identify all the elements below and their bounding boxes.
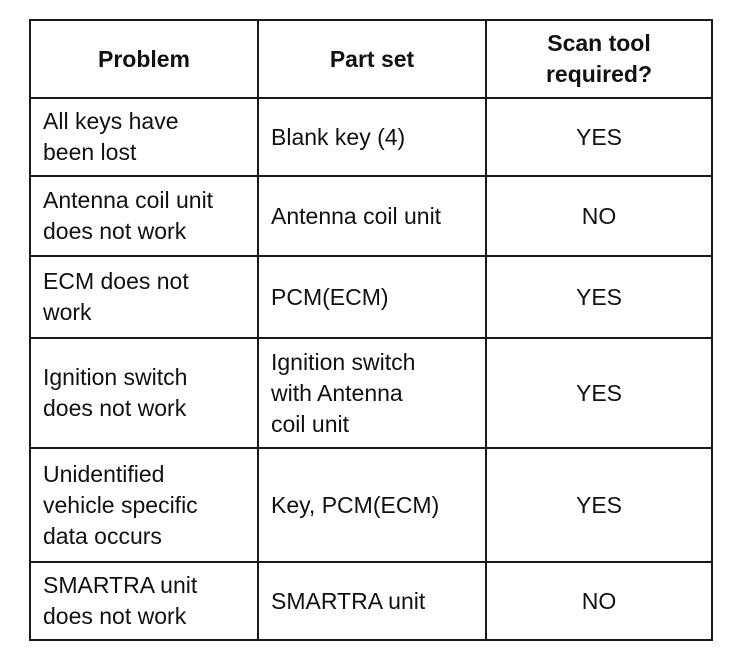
part-set-cell: SMARTRA unit [258,562,486,640]
table-row [30,176,712,256]
scan-tool-cell: YES [486,98,712,176]
table-row [30,562,712,640]
part-set-cell: Ignition switch with Antenna coil unit [258,338,486,448]
table-row [30,448,712,562]
scan-tool-cell: NO [486,562,712,640]
problem-cell: All keys have been lost [30,98,258,176]
scan-tool-cell: YES [486,256,712,338]
table-row [30,338,712,448]
header-scan-tool-required: Scan tool required? [486,20,712,98]
problem-cell: Unidentified vehicle specific data occurs [30,448,258,562]
scan-tool-cell: YES [486,338,712,448]
part-set-cell: Antenna coil unit [258,176,486,256]
scan-tool-cell: NO [486,176,712,256]
scan-tool-cell: YES [486,448,712,562]
part-set-cell: PCM(ECM) [258,256,486,338]
header-part-set: Part set [258,20,486,98]
part-set-cell: Key, PCM(ECM) [258,448,486,562]
problem-cell: ECM does not work [30,256,258,338]
problem-cell: SMARTRA unit does not work [30,562,258,640]
problem-cell: Antenna coil unit does not work [30,176,258,256]
table-header-row [30,20,712,98]
part-set-cell: Blank key (4) [258,98,486,176]
table-row [30,98,712,176]
table-row [30,256,712,338]
problem-cell: Ignition switch does not work [30,338,258,448]
parts-table [29,19,713,641]
header-problem: Problem [30,20,258,98]
